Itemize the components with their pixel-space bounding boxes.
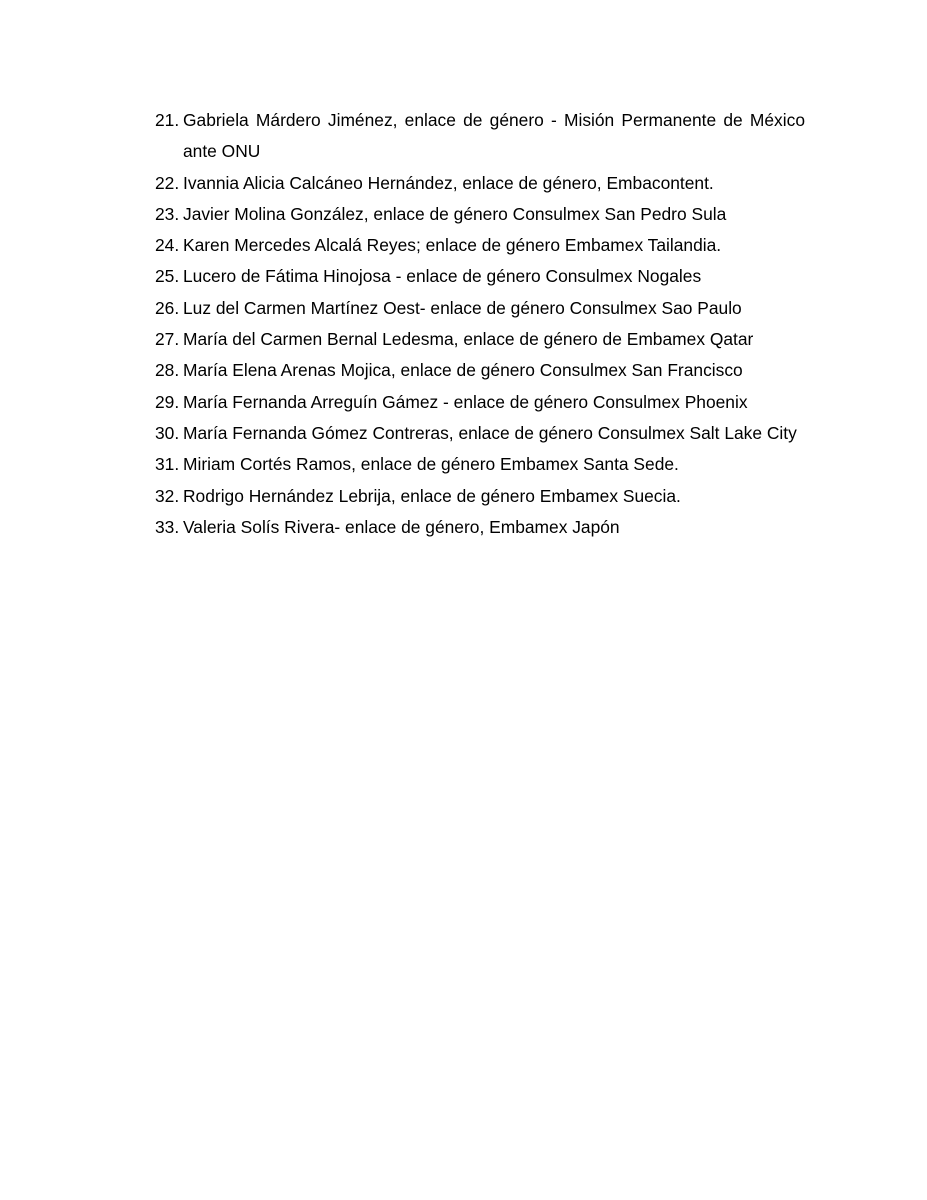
list-item-number: 25. [155, 266, 180, 287]
list-item [155, 168, 805, 199]
list-item-text: María Elena Arenas Mojica, enlace de género Consulmex San Francisco [183, 360, 743, 381]
list-item-number: 33. [155, 516, 180, 537]
list-item-number: 28. [155, 360, 180, 381]
list-item-text: Miriam Cortés Ramos, enlace de género Embamex Santa Sede. [183, 454, 679, 475]
list-item-text: María del Carmen Bernal Ledesma, enlace de género de Embamex Qatar [183, 329, 754, 350]
list-item-number: 24. [155, 235, 180, 256]
list-item [155, 230, 805, 261]
list-item [155, 418, 805, 449]
list-item-text: Luz del Carmen Martínez Oest- enlace de género Consulmex Sao Paulo [183, 297, 742, 318]
list-item-number: 26. [155, 297, 180, 318]
list-item-text: Karen Mercedes Alcalá Reyes; enlace de género Embamex Tailandia. [183, 235, 722, 256]
list-item-number: 22. [155, 172, 180, 193]
list-item-number: 29. [155, 391, 180, 412]
list-item-text: María Fernanda Gómez Contreras, enlace de género Consulmex Salt Lake City [183, 422, 797, 443]
list-item-text: Gabriela Márdero Jiménez, enlace de género - Misión Permanente de México ante ONU [183, 110, 805, 162]
list-item-text: Rodrigo Hernández Lebrija, enlace de género Embamex Suecia. [183, 485, 681, 506]
list-item-number: 21. [155, 110, 180, 130]
list-item [155, 355, 805, 386]
list-item [155, 481, 805, 512]
list-item-number: 31. [155, 454, 180, 475]
gender-liaison-list [155, 105, 805, 543]
list-item-number: 30. [155, 422, 180, 443]
list-item-text: Javier Molina González, enlace de género Consulmex San Pedro Sula [183, 203, 727, 224]
list-item-text: Lucero de Fátima Hinojosa - enlace de género Consulmex Nogales [183, 266, 702, 287]
list-item-number: 32. [155, 485, 180, 506]
list-item [155, 261, 805, 292]
list-item [155, 293, 805, 324]
list-item [155, 199, 805, 230]
list-item [155, 387, 805, 418]
list-item-number: 27. [155, 329, 180, 350]
list-item [155, 512, 805, 543]
list-item-number: 23. [155, 203, 180, 224]
list-item [155, 449, 805, 480]
list-item [155, 324, 805, 355]
list-item-text: María Fernanda Arreguín Gámez - enlace de género Consulmex Phoenix [183, 391, 748, 412]
list-item [155, 105, 805, 168]
list-item-text: Valeria Solís Rivera- enlace de género, Embamex Japón [183, 516, 620, 537]
list-item-text: Ivannia Alicia Calcáneo Hernández, enlace de género, Embacontent. [183, 172, 714, 193]
